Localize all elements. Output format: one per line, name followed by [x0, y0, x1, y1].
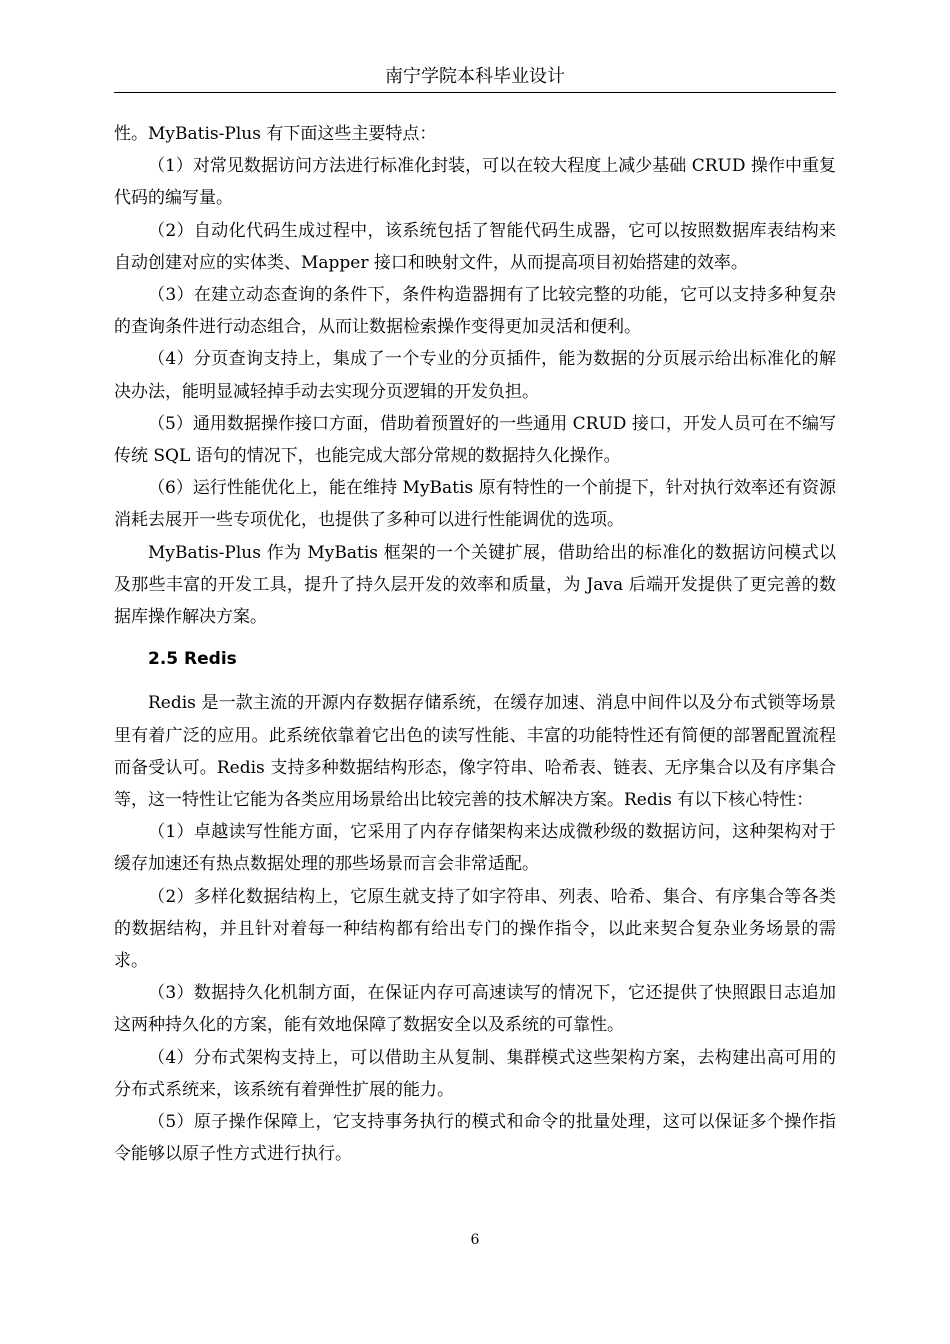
- paragraph-redis-feature-1: （1）卓越读写性能方面，它采用了内存存储架构来达成微秒级的数据访问，这种架构对于缓存加速还有热点数据处理的那些场景而言会非常适配。: [114, 822, 836, 875]
- page-body: [114, 118, 836, 1171]
- paragraph-feature-4: （4）分页查询支持上，集成了一个专业的分页插件，能为数据的分页展示给出标准化的解决办法，能明显减轻掉手动去实现分页逻辑的开发负担。: [114, 349, 836, 402]
- paragraph-feature-3: （3）在建立动态查询的条件下，条件构造器拥有了比较完整的功能，它可以支持多种复杂的查询条件进行动态组合，从而让数据检索操作变得更加灵活和便利。: [114, 285, 836, 338]
- paragraph-redis-feature-5: （5）原子操作保障上，它支持事务执行的模式和命令的批量处理，这可以保证多个操作指令能够以原子性方式进行执行。: [114, 1112, 836, 1165]
- paragraph-redis-feature-4: （4）分布式架构支持上，可以借助主从复制、集群模式这些架构方案，去构建出高可用的分布式系统来，该系统有着弹性扩展的能力。: [114, 1047, 836, 1100]
- paragraph-summary: MyBatis-Plus 作为 MyBatis 框架的一个关键扩展，借助给出的标准化的数据访问模式以及那些丰富的开发工具，提升了持久层开发的效率和质量，为 Java 后端开发提供了更完善的数据库操作解决方案。: [114, 542, 836, 628]
- header-title: 南宁学院本科毕业设计: [385, 66, 565, 87]
- page-number: 6: [470, 1232, 480, 1248]
- paragraph-feature-2: （2）自动化代码生成过程中，该系统包括了智能代码生成器，它可以按照数据库表结构来自动创建对应的实体类、Mapper 接口和映射文件，从而提高项目初始搭建的效率。: [114, 220, 836, 273]
- paragraph-redis-feature-3: （3）数据持久化机制方面，在保证内存可高速读写的情况下，它还提供了快照跟日志追加这两种持久化的方案，能有效地保障了数据安全以及系统的可靠性。: [114, 983, 836, 1036]
- page-header: [114, 62, 836, 93]
- paragraph-feature-6: （6）运行性能优化上，能在维持 MyBatis 原有特性的一个前提下，针对执行效率还有资源消耗去展开一些专项优化，也提供了多种可以进行性能调优的选项。: [114, 478, 836, 531]
- paragraph-redis-intro: Redis 是一款主流的开源内存数据存储系统，在缓存加速、消息中间件以及分布式锁等场景里有着广泛的应用。此系统依靠着它出色的读写性能、丰富的功能特性还有简便的部署配置流程而备受认可。Redis 支持多种数据结构形态，像字符串、哈希表、链表、无序集合以及有序集合等，这一特性让它能为各类应用场景给出比较完善的技术解决方案。Redis 有以下核心特性：: [114, 693, 836, 811]
- paragraph-feature-1: （1）对常见数据访问方法进行标准化封装，可以在较大程度上减少基础 CRUD 操作中重复代码的编写量。: [114, 156, 836, 209]
- paragraph-redis-feature-2: （2）多样化数据结构上，它原生就支持了如字符串、列表、哈希、集合、有序集合等各类的数据结构，并且针对着每一种结构都有给出专门的操作指令，以此来契合复杂业务场景的需求。: [114, 886, 836, 972]
- paragraph-feature-5: （5）通用数据操作接口方面，借助着预置好的一些通用 CRUD 接口，开发人员可在不编写传统 SQL 语句的情况下，也能完成大部分常规的数据持久化操作。: [114, 413, 836, 467]
- section-heading: 2.5 Redis: [148, 649, 237, 670]
- page-footer: [0, 1232, 950, 1248]
- paragraph-continuation: 性。MyBatis-Plus 有下面这些主要特点：: [114, 124, 437, 144]
